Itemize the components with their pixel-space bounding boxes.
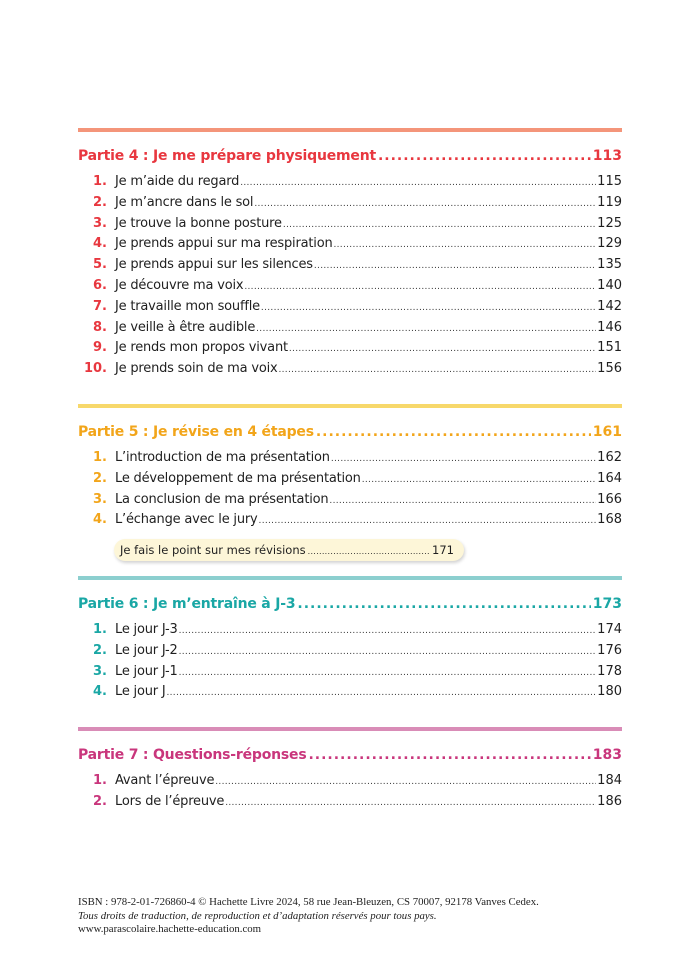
entry-page: 135 bbox=[597, 257, 622, 273]
dot-leader bbox=[329, 496, 596, 506]
entry-page: 125 bbox=[597, 215, 622, 231]
entry-page: 176 bbox=[597, 642, 622, 658]
entry-page: 164 bbox=[597, 470, 622, 486]
entry-label: La conclusion de ma présentation bbox=[115, 491, 329, 507]
part-5-title: Partie 5 : Je révise en 4 étapes bbox=[78, 424, 314, 440]
dot-leader bbox=[261, 303, 596, 313]
entry-label: Le jour J-1 bbox=[115, 663, 178, 679]
toc-entry[interactable] bbox=[78, 492, 622, 513]
part-5-section bbox=[78, 404, 622, 561]
part-6-divider bbox=[78, 576, 622, 580]
entry-page: 129 bbox=[597, 236, 622, 252]
entry-page: 186 bbox=[597, 793, 622, 809]
entry-number: 4. bbox=[93, 236, 107, 252]
entry-label: Avant l’épreuve bbox=[115, 773, 215, 788]
dot-leader bbox=[244, 282, 596, 292]
toc-entry[interactable] bbox=[78, 643, 622, 664]
dot-leader bbox=[278, 365, 596, 375]
entry-label: Je rends mon propos vivant bbox=[115, 340, 288, 356]
entry-label: Je m’ancre dans le sol bbox=[115, 194, 254, 210]
entry-label: Lors de l’épreuve bbox=[115, 793, 225, 809]
entry-number: 10. bbox=[83, 361, 107, 377]
toc-entry[interactable] bbox=[78, 471, 622, 492]
entry-number: 1. bbox=[93, 450, 107, 465]
entry-label: Je prends soin de ma voix bbox=[115, 361, 278, 377]
toc-entry[interactable] bbox=[78, 174, 622, 195]
entry-number: 1. bbox=[93, 622, 107, 637]
part-6-section bbox=[78, 576, 622, 705]
toc-entry[interactable] bbox=[78, 684, 622, 705]
part-5-title-row[interactable] bbox=[78, 424, 622, 446]
part-4-title: Partie 4 : Je me prépare physiquement bbox=[78, 148, 376, 164]
dot-leader bbox=[333, 240, 596, 250]
entry-number: 4. bbox=[93, 684, 107, 700]
toc-entry[interactable] bbox=[78, 450, 622, 471]
dot-leader bbox=[308, 547, 430, 556]
entry-number: 3. bbox=[93, 663, 107, 679]
part-5-divider bbox=[78, 404, 622, 408]
entry-label: Je veille à être audible bbox=[115, 319, 256, 335]
part-6-title: Partie 6 : Je m’entraîne à J-3 bbox=[78, 596, 296, 612]
entry-number: 2. bbox=[93, 470, 107, 486]
part-7-divider bbox=[78, 727, 622, 731]
dot-leader bbox=[316, 424, 591, 440]
entry-label: Je prends appui sur les silences bbox=[115, 257, 313, 273]
dot-leader bbox=[331, 454, 596, 464]
entry-number: 8. bbox=[93, 319, 107, 335]
dot-leader bbox=[289, 344, 596, 354]
toc-entry[interactable] bbox=[78, 278, 622, 299]
entry-number: 2. bbox=[93, 642, 107, 658]
dot-leader bbox=[240, 178, 596, 188]
dot-leader bbox=[256, 324, 596, 334]
part-4-page: 113 bbox=[592, 148, 622, 164]
entry-label: Je travaille mon souffle bbox=[115, 298, 260, 314]
toc-entry[interactable] bbox=[78, 361, 622, 382]
entry-page: 115 bbox=[597, 174, 622, 189]
dot-leader bbox=[166, 688, 596, 698]
part-7-page: 183 bbox=[592, 747, 622, 763]
toc-entry[interactable] bbox=[78, 773, 622, 794]
entry-page: 178 bbox=[597, 663, 622, 679]
part-4-divider bbox=[78, 128, 622, 132]
toc-entry[interactable] bbox=[78, 299, 622, 320]
entry-number: 1. bbox=[93, 773, 107, 788]
part-6-items bbox=[78, 622, 622, 705]
toc-entry[interactable] bbox=[78, 216, 622, 237]
part-6-title-row[interactable] bbox=[78, 596, 622, 618]
copyright-footer bbox=[78, 896, 638, 937]
entry-label: Je découvre ma voix bbox=[115, 277, 244, 293]
entry-label: Je trouve la bonne posture bbox=[115, 215, 282, 231]
dot-leader bbox=[179, 668, 597, 678]
part-6-page: 173 bbox=[592, 596, 622, 612]
entry-label: Le jour J-3 bbox=[115, 622, 178, 637]
part-5-page: 161 bbox=[592, 424, 622, 440]
entry-label: Je prends appui sur ma respiration bbox=[115, 236, 333, 252]
entry-page: 142 bbox=[597, 298, 622, 314]
entry-page: 119 bbox=[597, 194, 622, 210]
callout-page: 171 bbox=[432, 543, 454, 558]
entry-label: Le jour J-2 bbox=[115, 642, 178, 658]
part-7-items bbox=[78, 773, 622, 815]
dot-leader bbox=[283, 220, 596, 230]
part-4-section bbox=[78, 128, 622, 382]
entry-number: 3. bbox=[93, 215, 107, 231]
part-4-items bbox=[78, 174, 622, 382]
entry-number: 2. bbox=[93, 194, 107, 210]
entry-page: 184 bbox=[597, 773, 622, 788]
entry-page: 168 bbox=[597, 512, 622, 528]
toc-entry[interactable] bbox=[78, 320, 622, 341]
toc-entry[interactable] bbox=[78, 340, 622, 361]
entry-page: 180 bbox=[597, 684, 622, 700]
dot-leader bbox=[308, 747, 590, 763]
callout-label: Je fais le point sur mes révisions bbox=[120, 543, 306, 558]
dot-leader bbox=[259, 516, 597, 526]
toc-entry[interactable] bbox=[78, 512, 622, 533]
entry-page: 156 bbox=[597, 361, 622, 377]
toc-entry[interactable] bbox=[78, 195, 622, 216]
dot-leader bbox=[179, 626, 597, 636]
entry-page: 151 bbox=[597, 340, 622, 356]
entry-label: Je m’aide du regard bbox=[115, 174, 240, 189]
entry-label: Le jour J bbox=[115, 684, 166, 700]
dot-leader bbox=[225, 798, 596, 808]
dot-leader bbox=[362, 475, 596, 485]
entry-page: 174 bbox=[597, 622, 622, 637]
part-7-title-row[interactable] bbox=[78, 747, 622, 769]
entry-number: 7. bbox=[93, 298, 107, 314]
toc-entry[interactable] bbox=[78, 794, 622, 815]
entry-page: 166 bbox=[597, 491, 622, 507]
toc-entry[interactable] bbox=[78, 622, 622, 643]
entry-page: 162 bbox=[597, 450, 622, 465]
dot-leader bbox=[254, 199, 596, 209]
part-4-title-row[interactable] bbox=[78, 148, 622, 170]
dot-leader bbox=[179, 647, 597, 657]
entry-number: 1. bbox=[93, 174, 107, 189]
dot-leader bbox=[215, 777, 596, 787]
toc-entry[interactable] bbox=[78, 236, 622, 257]
entry-number: 2. bbox=[93, 793, 107, 809]
entry-number: 6. bbox=[93, 277, 107, 293]
rights-line: Tous droits de traduction, de reproduction et d’adaptation réservés pour tous pays. bbox=[78, 909, 437, 922]
part-7-title: Partie 7 : Questions-réponses bbox=[78, 747, 307, 763]
entry-label: L’introduction de ma présentation bbox=[115, 450, 330, 465]
entry-label: Le développement de ma présentation bbox=[115, 470, 361, 486]
part-7-section bbox=[78, 727, 622, 815]
entry-page: 140 bbox=[597, 277, 622, 293]
dot-leader bbox=[297, 596, 590, 612]
entry-label: L’échange avec le jury bbox=[115, 512, 258, 528]
toc-entry[interactable] bbox=[78, 257, 622, 278]
dot-leader bbox=[314, 261, 596, 271]
entry-page: 146 bbox=[597, 319, 622, 335]
entry-number: 9. bbox=[93, 340, 107, 356]
revision-callout[interactable] bbox=[114, 539, 464, 561]
dot-leader bbox=[378, 148, 591, 164]
entry-number: 5. bbox=[93, 257, 107, 273]
isbn-line: ISBN : 978-2-01-726860-4 © Hachette Livre 2024, 58 rue Jean-Bleuzen, CS 70007, 92178 Vanves Cedex. bbox=[78, 896, 539, 908]
part-5-items bbox=[78, 450, 622, 533]
entry-number: 3. bbox=[93, 491, 107, 507]
entry-number: 4. bbox=[93, 512, 107, 528]
toc-entry[interactable] bbox=[78, 664, 622, 685]
website-line: www.parascolaire.hachette-education.com bbox=[78, 923, 262, 935]
